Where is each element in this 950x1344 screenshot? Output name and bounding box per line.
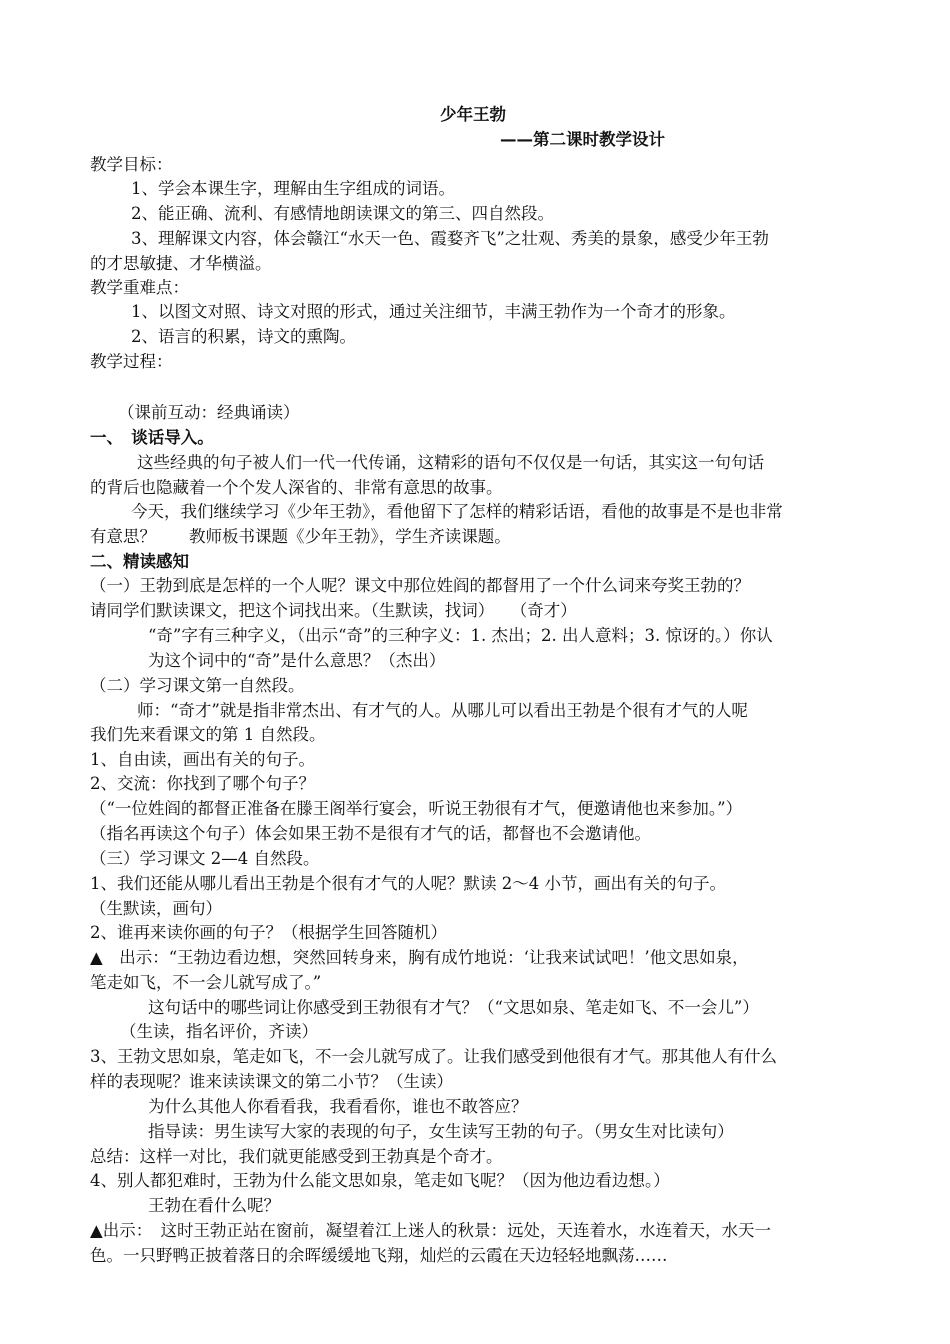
goal-item-cont: 的才思敏捷、才华横溢。 (90, 254, 272, 273)
paragraph-line: （“一位姓阎的都督正准备在滕王阁举行宴会，听说王勃很有才气，便邀请他也来参加。”） (90, 799, 743, 818)
paragraph-line: （生读，指名评价，齐读） (120, 1022, 318, 1041)
part-one-heading: 一、 谈话导入。 (90, 428, 214, 447)
paragraph-line (90, 1220, 870, 1242)
paragraph-line: 4、别人都犯难时，王勃为什么能文思如泉，笔走如飞呢？（因为他边看边想。） (90, 1171, 670, 1190)
pre-class-note: （课前互动：经典诵读） (118, 403, 300, 422)
paragraph-line: 总结：这样一对比，我们就更能感受到王勃真是个奇才。 (90, 1147, 503, 1166)
paragraph-line: 色。一只野鸭正披着落日的余晖缓缓地飞翔，灿烂的云霞在天边轻轻地飘荡…… (90, 1246, 668, 1265)
paragraph-line: （生默读，画句） (90, 899, 222, 918)
paragraph-line: 我们先来看课文的第 1 自然段。 (90, 725, 326, 744)
bullet-text: 出示：“王勃边看边想，突然回转身来，胸有成竹地说：‘让我来试试吧！’他文思如泉， (119, 948, 749, 967)
paragraph-line: 指导读：男生读写大家的表现的句子，女生读写王勃的句子。（男女生对比读句） (148, 1122, 734, 1141)
sub-heading: （三）学习课文 2—4 自然段。 (90, 849, 320, 868)
goal-item: 1、学会本课生字，理解由生字组成的词语。 (131, 179, 455, 198)
paragraph-line: 样的表现呢？谁来读读课文的第二小节？（生读） (90, 1072, 453, 1091)
doc-subtitle: ——第二课时教学设计 (500, 130, 665, 149)
bullet-text: 出示： 这时王勃正站在窗前，凝望着江上迷人的秋景：远处，天连着水，水连着天，水天一 (102, 1221, 771, 1240)
paragraph-line: 今天，我们继续学习《少年王勃》，看他留下了怎样的精彩话语，看他的故事是不是也非常 (131, 502, 783, 521)
doc-title: 少年王勃 (440, 105, 506, 124)
sub-heading: （二）学习课文第一自然段。 (90, 676, 305, 695)
paragraph-line: 为什么其他人你看看我，我看看你，谁也不敢答应？ (148, 1097, 528, 1116)
paragraph-line: 这句话中的哪些词让你感受到王勃很有才气？（“文思如泉、笔走如飞、不一会儿”） (148, 998, 759, 1017)
paragraph-line: “奇”字有三种字义，（出示“奇”的三种字义：1. 杰出；2. 出人意料；3. 惊讶的。）你认 (148, 626, 773, 645)
difficulty-item: 2、语言的积累，诗文的熏陶。 (131, 327, 356, 346)
paragraph-line: 为这个词中的“奇”是什么意思？（杰出） (148, 651, 446, 670)
paragraph-line: 请同学们默读课文，把这个词找出来。（生默读，找词） （奇才） (90, 601, 577, 620)
paragraph-line: 3、王勃文思如泉，笔走如飞，不一会儿就写成了。让我们感受到他很有才气。那其他人有什么 (90, 1047, 777, 1066)
paragraph-line (90, 947, 870, 969)
paragraph-line: 1、我们还能从哪儿看出王勃是个很有才气的人呢？默读 2～4 小节，画出有关的句子。 (90, 874, 726, 893)
paragraph-line: 2、交流：你找到了哪个句子？ (90, 774, 315, 793)
triangle-bullet-icon: ▲ (90, 948, 103, 967)
goal-item: 2、能正确、流利、有感情地朗读课文的第三、四自然段。 (131, 204, 554, 223)
section-heading-process: 教学过程： (90, 352, 173, 371)
paragraph-line: 师：“奇才”就是指非常杰出、有才气的人。从哪儿可以看出王勃是个很有才气的人呢 (137, 701, 748, 720)
paragraph-line: 2、谁再来读你画的句子？（根据学生回答随机） (90, 923, 447, 942)
paragraph-line: 的背后也隐藏着一个个发人深省的、非常有意思的故事。 (90, 478, 503, 497)
goal-item: 3、理解课文内容，体会赣江“水天一色、霞婺齐飞”之壮观、秀美的景象，感受少年王勃 (131, 229, 769, 248)
section-heading-difficulties: 教学重难点： (90, 278, 189, 297)
paragraph-line: 1、自由读，画出有关的句子。 (90, 750, 315, 769)
triangle-bullet-icon: ▲ (90, 1221, 103, 1240)
part-two-heading: 二、精读感知 (90, 552, 189, 571)
paragraph-line: （指名再读这个句子）体会如果王勃不是很有才气的话，都督也不会邀请他。 (90, 824, 651, 843)
difficulty-item: 1、以图文对照、诗文对照的形式，通过关注细节，丰满王勃作为一个奇才的形象。 (131, 302, 736, 321)
section-heading-goals: 教学目标： (90, 155, 173, 174)
paragraph-line: 这些经典的句子被人们一代一代传诵，这精彩的语句不仅仅是一句话，其实这一句句话 (137, 453, 764, 472)
paragraph-line: 王勃在看什么呢？ (148, 1196, 280, 1215)
paragraph-line: 有意思？ 教师板书课题《少年王勃》，学生齐读课题。 (90, 527, 511, 546)
paragraph-line: 笔走如飞，不一会儿就写成了。” (90, 973, 322, 992)
paragraph-line: （一）王勃到底是怎样的一个人呢？课文中那位姓阎的都督用了一个什么词来夸奖王勃的？ (90, 576, 750, 595)
